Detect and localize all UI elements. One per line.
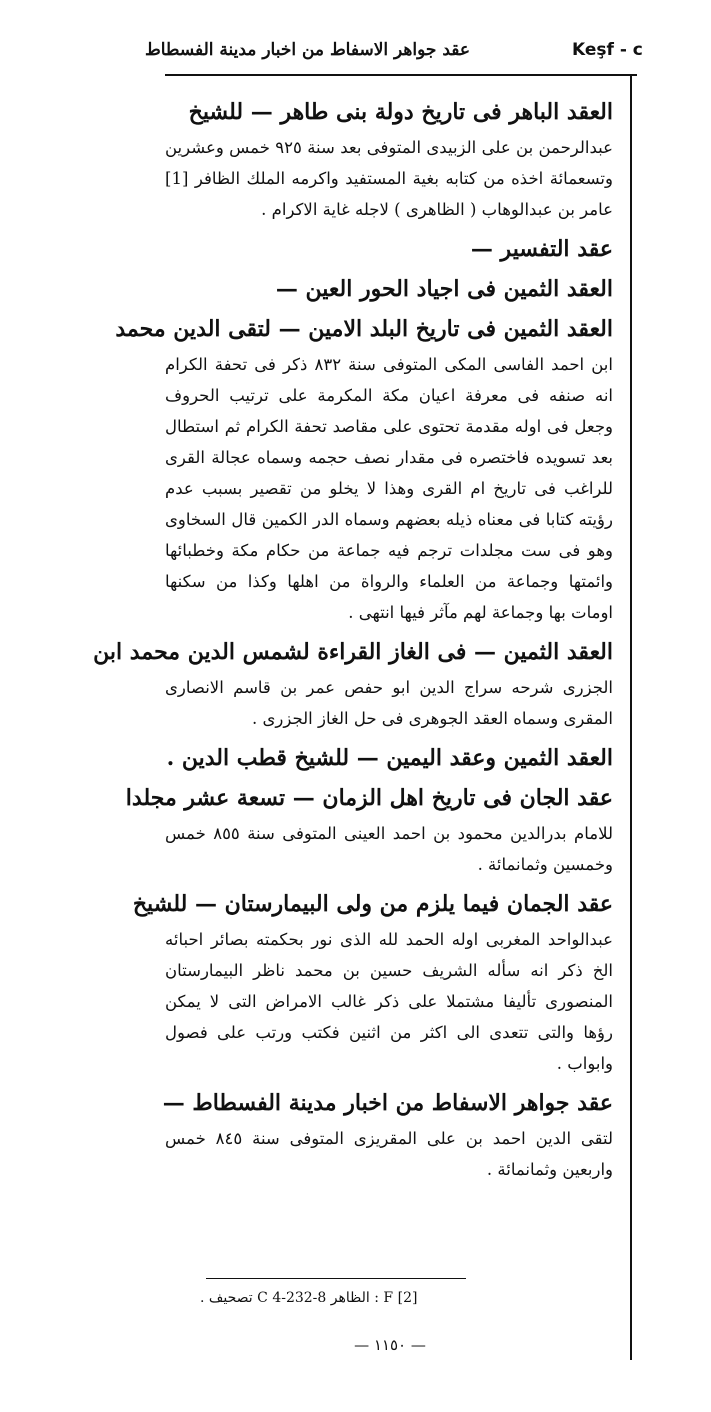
- entry: [162, 1083, 613, 1185]
- entry-text: للامام بدرالدين محمود بن احمد العينى المتوفى سنة ٨٥٥ خمس وخمسين وثمانمائة .: [165, 824, 613, 874]
- entry: [125, 778, 613, 880]
- entry-heading: عقد جواهر الاسفاط من اخبار مدينة الفسطاط —: [162, 1090, 613, 1116]
- entry-text: الجزرى شرحه سراج الدين ابو حفص عمر بن قاسم الانصارى المقرى وسماه العقد الجوهرى فى حل الغاز الجزرى .: [165, 678, 613, 728]
- column-rule: [630, 76, 632, 1360]
- entry: [93, 632, 613, 734]
- entry-text: ابن احمد الفاسى المكى المتوفى سنة ٨٣٢ ذكر فى تحفة الكرام انه صنفه فى معرفة اعيان مكة المكرمة على ترتيب الحروف وجعل فى اوله مقدمة تحتوى على مقاصد تحفة الكرام ثم استطال بعد تسويده فاختصره فى مقدار نصف حجمه وسماه عجالة القرى للراغب فى تاريخ ام القرى وهذا لا يخلو من تقصير بسبب عدم رؤيته كتابا فى معناه ذيله بعضهم وسماه الدر الكمين قال السخاوى وهو فى ست مجلدات ترجم فيه جماعة من حكام مكة وخطبائها وائمتها وجماعة من العلماء والرواة من اهلها وكذا من سكنها اومات بها وجماعة لهم مآثر فيها انتهى .: [165, 355, 613, 622]
- entry-text: عبدالرحمن بن على الزبيدى المتوفى بعد سنة ٩٢٥ خمس وعشرين وتسعمائة اخذه من كتابه بغية المستفيد واكرمه الملك الظافر [1] عامر بن عبدالوهاب ( الظاهرى ) لاجله غاية الاكرام .: [165, 138, 613, 219]
- footnote-rule: [206, 1278, 466, 1279]
- entry: [165, 92, 613, 225]
- entry-heading: العقد الثمين — فى الغاز القراءة لشمس الدين محمد ابن: [93, 639, 613, 665]
- entry-heading: عقد الجمان فيما يلزم من ولى البيمارستان — للشيخ: [132, 891, 613, 917]
- entry: [165, 738, 613, 778]
- main-column: [93, 92, 613, 1189]
- entry: [165, 229, 613, 269]
- running-header-title: عقد جواهر الاسفاط من اخبار مدينة الفسطاط: [144, 40, 470, 60]
- entry-heading: العقد الثمين فى اجياد الحور العين —: [275, 276, 613, 302]
- entry-heading: العقد الباهر فى تاريخ دولة بنى طاهر — للشيخ: [188, 99, 613, 125]
- page-number: — ١١٥٠ —: [354, 1336, 426, 1354]
- entry-heading: عقد الجان فى تاريخ اهل الزمان — تسعة عشر مجلدا: [125, 785, 613, 811]
- entry-text: عبدالواحد المغربى اوله الحمد لله الذى نور بحكمته بصائر احبائه الخ ذكر انه سأله الشريف حسين بن محمد ناظر البيمارستان المنصورى تأليفا مشتملا على ذكر غالب الامراض التى لا يمكن رؤها والتى تتعدى الى اكثر من اثنين فكتب ورتب على فصول وابواب .: [165, 930, 613, 1073]
- entry: [165, 269, 613, 309]
- footnote: [2] F : الظاهر C 4-232-8 تصحيف .: [200, 1290, 418, 1306]
- entry-heading: العقد الثمين وعقد اليمين — للشيخ قطب الدين .: [166, 745, 613, 771]
- entry-heading: عقد التفسير —: [470, 236, 613, 262]
- running-header-kashf: Keşf - c: [572, 40, 643, 60]
- entry-heading: العقد الثمين فى تاريخ البلد الامين — لتقى الدين محمد: [115, 316, 613, 342]
- entry-text: لتقى الدين احمد بن على المقريزى المتوفى سنة ٨٤٥ خمس واربعين وثمانمائة .: [165, 1129, 613, 1179]
- header-rule: [165, 74, 637, 76]
- entry: [132, 884, 613, 1079]
- entry: [115, 309, 613, 628]
